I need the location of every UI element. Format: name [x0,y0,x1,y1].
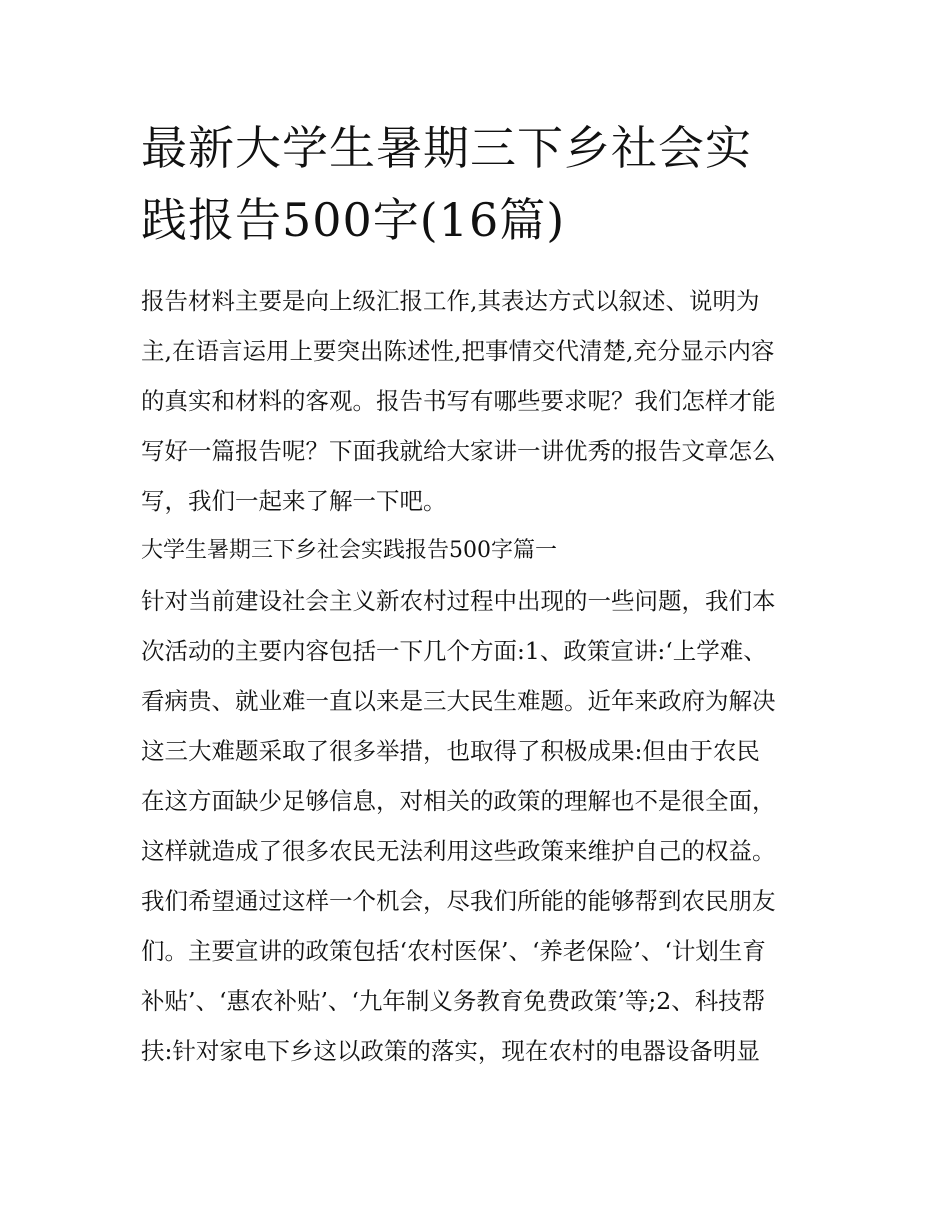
intro-line-2: 主,在语言运用上要突出陈述性,把事情交代清楚,充分显示内容 [141,337,775,365]
section-line-5: 在这方面缺少足够信息，对相关的政策的理解也不是很全面， [141,787,776,815]
intro-line-1: 报告材料主要是向上级汇报工作,其表达方式以叙述、说明为 [141,287,760,315]
intro-line-5: 写，我们一起来了解一下吧。 [141,487,447,515]
section-line-2: 次活动的主要内容包括一下几个方面:1、政策宣讲:‘上学难、 [141,637,767,665]
section-line-10: 扶:针对家电下乡这以政策的落实，现在农村的电器设备明显 [141,1037,760,1065]
title-line-2: 践报告500字(16篇) [141,193,566,247]
document-title [141,112,821,256]
section-line-9: 补贴’、‘惠农补贴’、‘九年制义务教育免费政策’等;2、科技帮 [141,987,766,1015]
section-line-1: 针对当前建设社会主义新农村过程中出现的一些问题，我们本 [141,587,776,615]
section-line-3: 看病贵、就业难一直以来是三大民生难题。近年来政府为解决 [141,687,776,715]
intro-line-4: 写好一篇报告呢？下面我就给大家讲一讲优秀的报告文章怎么 [141,437,776,465]
section-line-8: 们。主要宣讲的政策包括‘农村医保’、‘养老保险’、‘计划生育 [141,937,766,965]
title-line-1: 最新大学生暑期三下乡社会实 [141,121,752,175]
section-line-7: 我们希望通过这样一个机会，尽我们所能的能够帮到农民朋友 [141,887,776,915]
section-line-6: 这样就造成了很多农民无法利用这些政策来维护自己的权益。 [141,837,776,865]
section-line-4: 这三大难题采取了很多举措，也取得了积极成果:但由于农民 [141,737,760,765]
section-heading: 大学生暑期三下乡社会实践报告500字篇一 [141,538,557,563]
intro-line-3: 的真实和材料的客观。报告书写有哪些要求呢？我们怎样才能 [141,387,776,415]
